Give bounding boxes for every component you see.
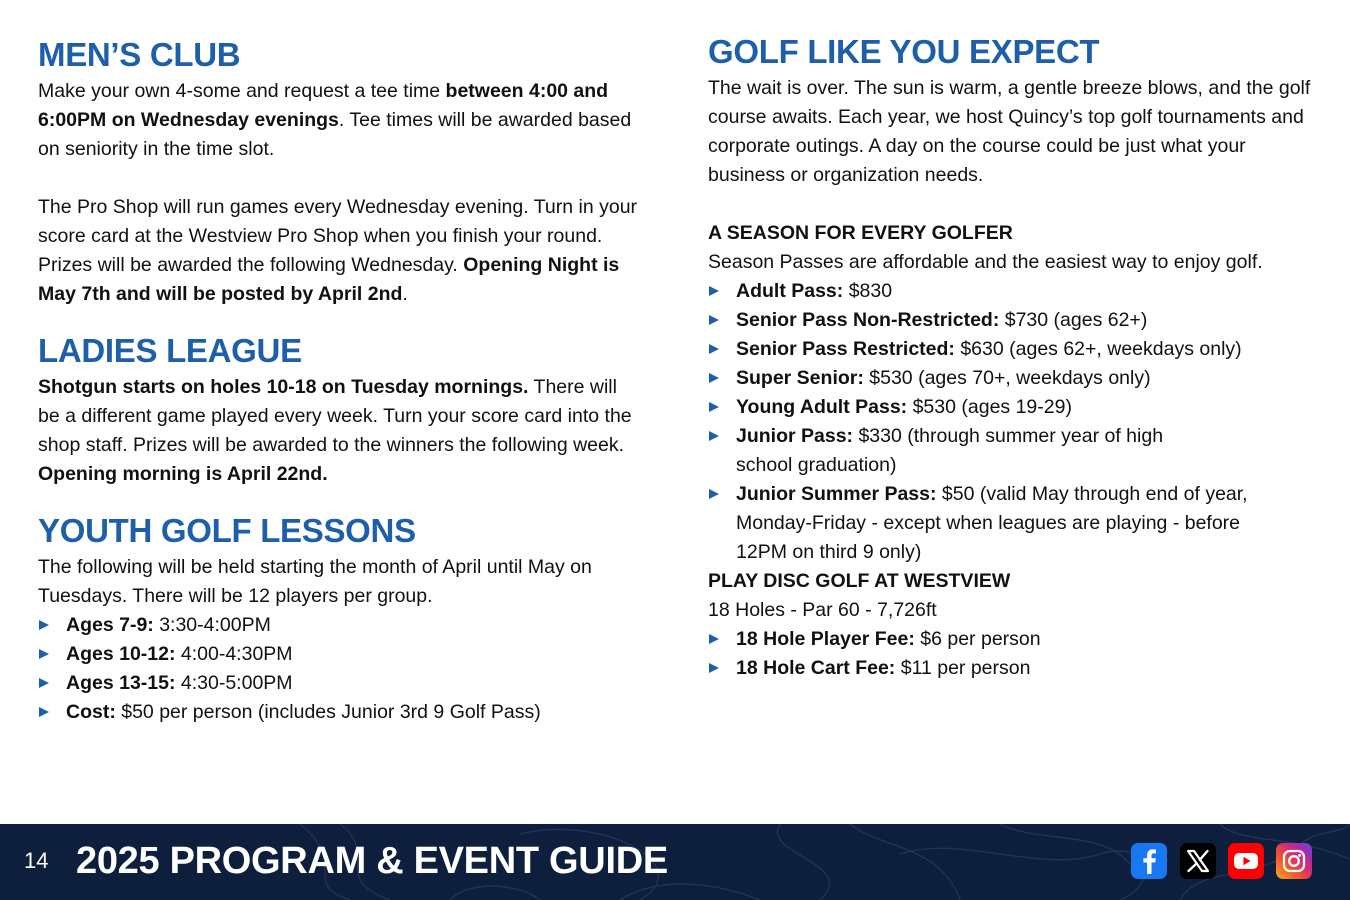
footer-bar [0, 824, 1350, 900]
page-number: 14 [24, 848, 49, 873]
instagram-icon[interactable] [1276, 843, 1312, 879]
right-column [708, 0, 1318, 683]
bullet-arrow-icon [709, 489, 719, 499]
guide-title: 2025 PROGRAM & EVENT GUIDE [76, 840, 668, 882]
season-heading: A SEASON FOR EVERY GOLFER [708, 222, 1013, 244]
list-item: Junior Summer Pass: $50 (valid May through end of year, Monday-Friday - except when leagues are playing - before 12PM on third 9 only) [708, 480, 1288, 567]
youtube-icon[interactable] [1228, 843, 1264, 879]
left-column [38, 0, 648, 727]
disc-golf-section [708, 567, 1318, 683]
ladies-league-heading: LADIES LEAGUE [38, 332, 302, 369]
list-item: Cost: $50 per person (includes Junior 3rd 9 Golf Pass) [38, 698, 648, 727]
bullet-arrow-icon [709, 344, 719, 354]
mens-club-paragraph-2: The Pro Shop will run games every Wednesday evening. Turn in your score card at the Westview Pro Shop when you finish your round. Prizes will be awarded the following Wednesday. Opening Night is May 7th and will be posted by April 2nd. [38, 196, 638, 305]
bullet-arrow-icon [709, 634, 719, 644]
disc-golf-list [708, 625, 1318, 683]
mens-club-paragraph-1: Make your own 4-some and request a tee time between 4:00 and 6:00PM on Wednesday evenings. Tee times will be awarded based on seniority in the time slot. [38, 80, 632, 160]
list-item: Senior Pass Non-Restricted: $730 (ages 62+) [708, 306, 1318, 335]
golf-like-section [708, 32, 1318, 190]
mens-club-section [38, 35, 648, 309]
bullet-arrow-icon [39, 649, 49, 659]
bullet-arrow-icon [39, 707, 49, 717]
youth-lessons-list [38, 611, 648, 727]
list-item: 18 Hole Cart Fee: $11 per person [708, 654, 1318, 683]
golf-like-heading: GOLF LIKE YOU EXPECT [708, 33, 1100, 70]
golf-like-intro: The wait is over. The sun is warm, a gentle breeze blows, and the golf course awaits. Each year, we host Quincy’s top golf tournaments and corporate outings. A day on the course could be just what your business or organization needs. [708, 77, 1311, 186]
season-section [708, 219, 1318, 567]
youth-lessons-intro: The following will be held starting the month of April until May on Tuesdays. There will be 12 players per group. [38, 556, 592, 607]
bullet-arrow-icon [39, 620, 49, 630]
x-icon[interactable] [1180, 843, 1216, 879]
disc-golf-heading: PLAY DISC GOLF AT WESTVIEW [708, 570, 1011, 592]
youth-lessons-section [38, 511, 648, 727]
bullet-arrow-icon [709, 315, 719, 325]
season-list [708, 277, 1318, 567]
ladies-league-paragraph: Shotgun starts on holes 10-18 on Tuesday mornings. There will be a different game played every week. Turn your score card into the shop staff. Prizes will be awarded to the winners the following week. Opening morning is April 22nd. [38, 376, 632, 485]
bullet-arrow-icon [709, 431, 719, 441]
mens-club-heading: MEN’S CLUB [38, 36, 241, 73]
list-item: Adult Pass: $830 [708, 277, 1318, 306]
bullet-arrow-icon [709, 373, 719, 383]
bullet-arrow-icon [709, 402, 719, 412]
list-item: Ages 13-15: 4:30-5:00PM [38, 669, 648, 698]
list-item: Super Senior: $530 (ages 70+, weekdays only) [708, 364, 1318, 393]
list-item: Ages 10-12: 4:00-4:30PM [38, 640, 648, 669]
list-item: Ages 7-9: 3:30-4:00PM [38, 611, 648, 640]
season-intro: Season Passes are affordable and the easiest way to enjoy golf. [708, 251, 1263, 273]
facebook-icon[interactable] [1131, 843, 1167, 879]
bullet-arrow-icon [709, 286, 719, 296]
bullet-arrow-icon [709, 663, 719, 673]
youth-lessons-heading: YOUTH GOLF LESSONS [38, 512, 416, 549]
list-item: Senior Pass Restricted: $630 (ages 62+, weekdays only) [708, 335, 1318, 364]
ladies-league-section [38, 331, 648, 489]
list-item: Junior Pass: $330 (through summer year of high school graduation) [708, 422, 1188, 480]
bullet-arrow-icon [39, 678, 49, 688]
list-item: Young Adult Pass: $530 (ages 19-29) [708, 393, 1318, 422]
list-item: 18 Hole Player Fee: $6 per person [708, 625, 1318, 654]
disc-golf-intro: 18 Holes - Par 60 - 7,726ft [708, 599, 937, 621]
